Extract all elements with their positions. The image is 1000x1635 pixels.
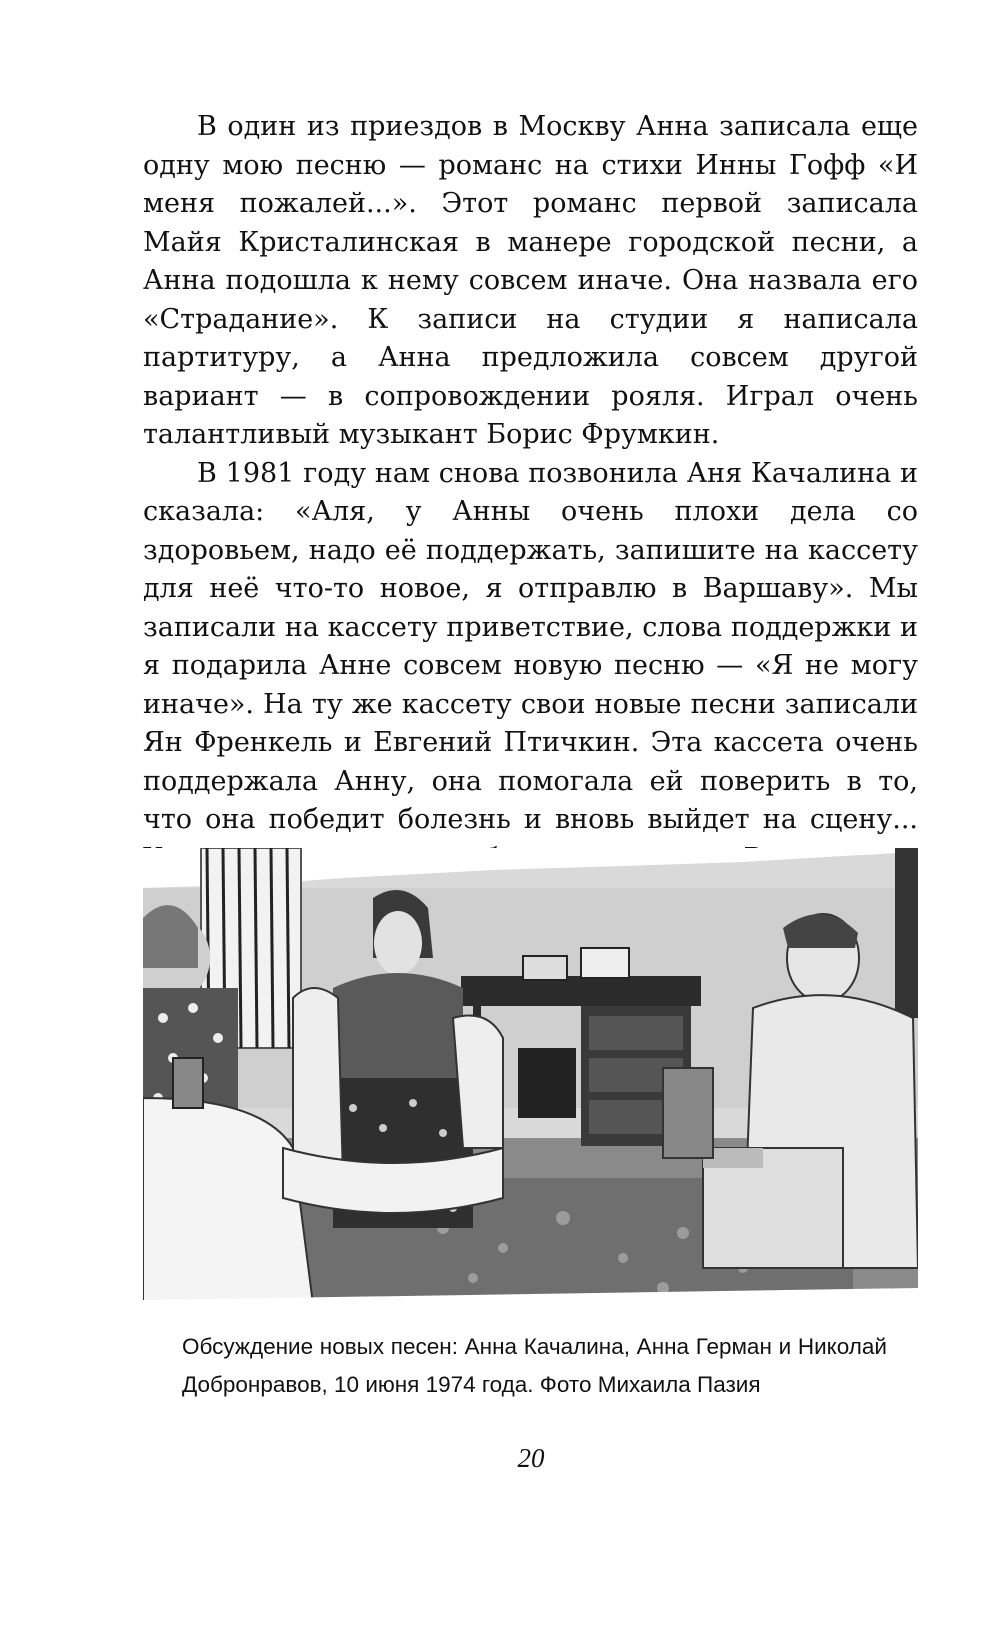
paragraph-2: В 1981 году нам снова позвонила Аня Качалина и сказала: «Аля, у Анны очень плохи дела со здоровьем, надо её поддержать, запишите на кассету для неё что-то новое, я отправлю в Варшаву». Мы записали на кассету приветствие, слова поддержки и я подарила Анне совсем новую песню — «Я не могу иначе». На ту же кассету свои новые песни записали Ян Френкель и Евгений Птичкин. Эта кассета очень поддержала Анну, она помогала ей поверить в то, что она победит болезнь и вновь выйдет на сцену... [143,457,918,835]
paragraph-1: В один из приездов в Москву Анна записала еще одну мою песню — романс на стихи Инны Гофф «И меня пожалей...». Этот романс первой записала Майя Кристалинская в манере городской песни, а Анна подошла к нему совсем иначе. Она назвала его «Страдание». К записи на студии я написала партитуру, а Анна предложила совсем другой вариант — в сопровождении рояля. Играл очень талантливый музыкант Борис Фрумкин. [143,111,918,450]
page-number: 20 [517,1443,545,1473]
photo [143,848,918,1304]
body-text [143,108,918,955]
photo-caption: Обсуждение новых песен: Анна Качалина, Анна Герман и Николай Добронравов, 10 июня 1974 года. Фото Михаила Пазия [182,1334,887,1397]
photo-illustration [143,848,918,1304]
